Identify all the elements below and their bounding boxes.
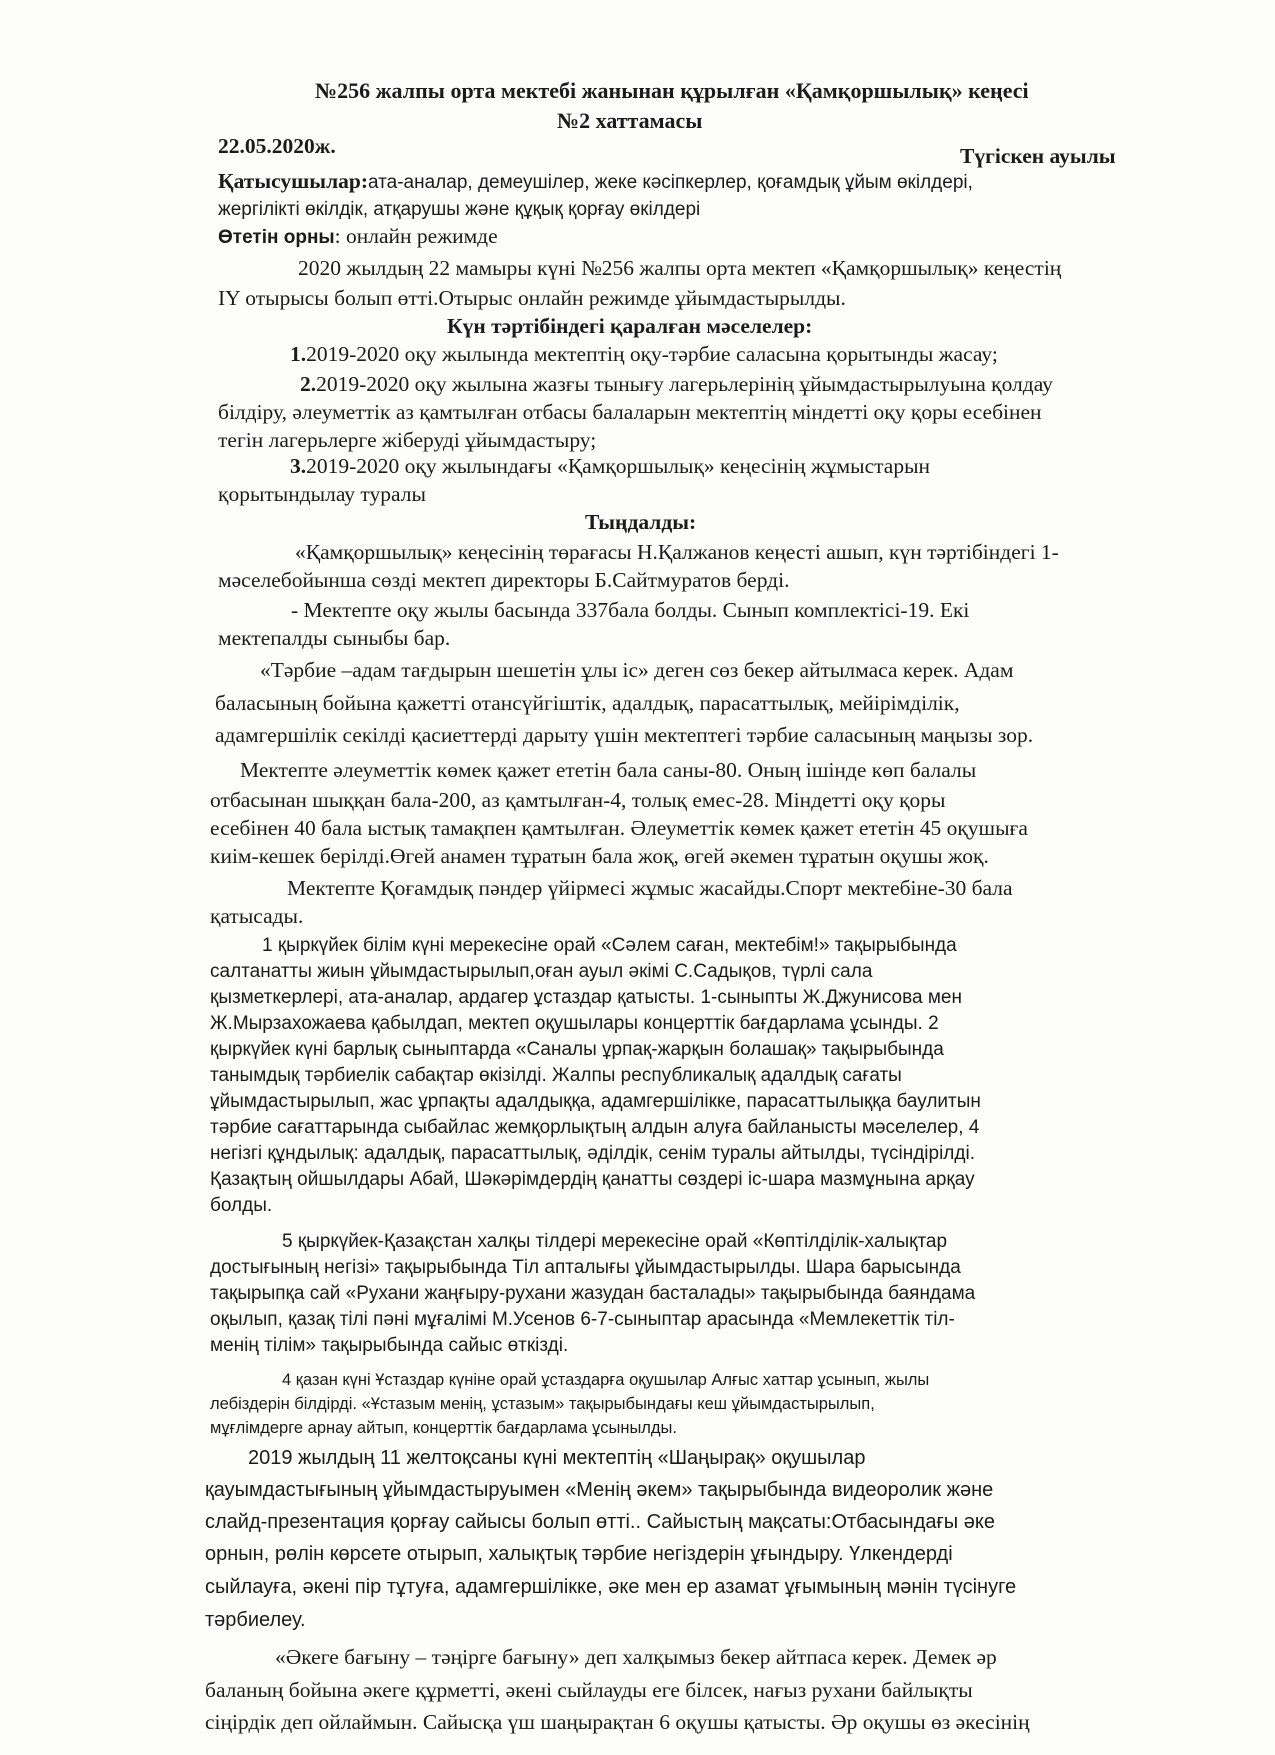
agenda-item-2 (300, 374, 1053, 396)
agenda-item-2-text: 2019-2020 оқу жылына жазғы тынығу лагерьлерінің ұйымдастырылуына қолдау (316, 372, 1053, 396)
paragraph-line: оқылып, қазақ тілі пәні мұғалімі М.Усенов 6-7-сыныптар арасында «Мемлекеттік тіл- (210, 1309, 955, 1330)
heard-heading: Тыңдалды: (585, 510, 697, 534)
paragraph-line: сыйлауға, әкені пір тұтуға, адамгершілікке, әке мен ер азамат ұғымының мәнін түсінуге (205, 1576, 1017, 1598)
agenda-item-1 (290, 344, 998, 366)
paragraph-line: танымдық тәрбиелік сабақтар өкізілді. Жалпы республикалық адалдық сағаты (210, 1065, 902, 1086)
paragraph-line: салтанатты жиын ұйымдастырылып,оған ауыл әкімі С.Садықов, түрлі сала (210, 961, 873, 982)
paragraph-line: тақырыпқа сай «Рухани жаңғыру-рухани жазудан басталады» тақырыбында баяндама (210, 1283, 976, 1304)
paragraph-line: ұйымдастырылып, жас ұрпақты адалдыққа, адамгершілікке, парасаттылыққа баулитын (210, 1091, 981, 1112)
paragraph-line: Мектепте әлеуметтік көмек қажет ететін бала саны-80. Оның ішінде көп балалы (240, 758, 977, 782)
participants-line-2: жергілікті өкілдік, атқарушы және құқық қорғау өкілдері (218, 199, 701, 220)
paragraph-line: тәрбие сағаттарында сыбайлас жемқорлықтың алдын алуға байланысты мәселелер, 4 (210, 1117, 980, 1138)
paragraph-line: 1 қыркүйек білім күні мерекесіне орай «Сәлем саған, мектебім!» тақырыбында (262, 935, 957, 956)
agenda-item-2-line-3: тегін лагерьлерге жіберуді ұйымдастыру; (218, 428, 597, 452)
agenda-item-3-number: 3. (290, 454, 307, 478)
paragraph-line: орнын, рөлін көрсете отырып, халықтық тәрбие негіздерін ұғындыру. Үлкендерді (205, 1543, 953, 1565)
agenda-item-2-number: 2. (300, 372, 317, 396)
paragraph-line: қауымдастығының ұйымдастыруымен «Менің әкем» тақырыбында видеоролик және (205, 1479, 994, 1501)
agenda-item-2-line-2: білдіру, әлеуметтік аз қамтылған отбасы балаларын мектептің міндетті оқу қоры есебінен (218, 400, 1042, 424)
participants-line-1 (218, 171, 973, 193)
agenda-heading: Күн тәртібіндегі қаралған мәселелер: (447, 314, 813, 338)
paragraph-line: «Тәрбие –адам тағдырын шешетін ұлы іс» деген сөз бекер айтылмаса керек. Адам (260, 658, 1014, 682)
paragraph-line: Ж.Мырзахожаева қабылдап, мектеп оқушылары концерттік бағдарлама ұсынды. 2 (210, 1013, 939, 1034)
paragraph-line: менің тілім» тақырыбында сайыс өткізді. (210, 1335, 569, 1356)
paragraph-line: мұғлімдерге арнау айтып, концерттік бағдарлама ұсынылды. (210, 1419, 678, 1437)
paragraph-line: мектепалды сыныбы бар. (218, 626, 451, 650)
agenda-item-3-line-2: қорытындылау туралы (218, 482, 426, 506)
paragraph-line: қатысады. (210, 904, 304, 928)
venue-line (218, 226, 498, 248)
paragraph-line: негізгі құндылық: адалдық, парасаттылық, әділдік, сенім туралы айтылды, түсіндірілді. (210, 1143, 975, 1164)
paragraph-line: отбасынан шыққан бала-200, аз қамтылған-4, толық емес-28. Міндетті оқу қоры (210, 788, 946, 812)
venue-label: Өтетін орны (218, 227, 335, 248)
paragraph-line: Мектепте Қоғамдық пәндер үйірмесі жұмыс жасайды.Спорт мектебіне-30 бала (287, 876, 1013, 900)
participants-text: ата-аналар, демеушілер, жеке кәсіпкерлер, қоғамдық ұйым өкілдері, (368, 172, 973, 193)
paragraph-line: мәселебойынша сөзді мектеп директоры Б.Сайтмуратов берді. (218, 568, 790, 592)
paragraph-line: тәрбиелеу. (205, 1609, 306, 1631)
paragraph-line: қызметкерлері, ата-аналар, ардагер ұстаздар қатысты. 1-сыныпты Ж.Джунисова мен (210, 987, 962, 1008)
paragraph-line: баласының бойына қажетті отансүйгіштік, адалдық, парасаттылық, мейірімділік, (215, 691, 960, 715)
document-date: 22.05.2020ж. (218, 134, 336, 158)
paragraph-line: - Мектепте оқу жылы басында 337бала болды. Сынып комплектісі-19. Екі (291, 598, 970, 622)
document-subtitle: №2 хаттамасы (557, 108, 703, 133)
agenda-item-1-number: 1. (290, 342, 307, 366)
intro-line-1: 2020 жылдың 22 мамыры күні №256 жалпы орта мектеп «Қамқоршылық» кеңестің (298, 256, 1062, 280)
paragraph-line: болды. (210, 1195, 273, 1216)
agenda-item-3 (290, 456, 930, 478)
agenda-item-3-text: 2019-2020 оқу жылындағы «Қамқоршылық» кеңесінің жұмыстарын (306, 454, 931, 478)
paragraph-line: 5 қыркүйек-Қазақстан халқы тілдері мерекесіне орай «Көптілділік-халықтар (282, 1231, 948, 1252)
paragraph-line: «Қамқоршылық» кеңесінің төрағасы Н.Қалжанов кеңесті ашып, күн тәртібіндегі 1- (295, 540, 1059, 564)
paragraph-line: есебінен 40 бала ыстық тамақпен қамтылған. Әлеуметтік көмек қажет ететін 45 оқушыға (210, 816, 1028, 840)
paragraph-line: лебіздерін білдірді. «Ұстазым менің, ұстазым» тақырыбындағы кеш ұйымдастырылып, (210, 1395, 875, 1413)
document-place: Түгіскен ауылы (960, 144, 1116, 168)
paragraph-line: қыркүйек күні барлық сыныптарда «Саналы ұрпақ-жарқын болашақ» тақырыбында (210, 1039, 944, 1060)
paragraph-line: 2019 жылдың 11 желтоқсаны күні мектептің «Шаңырақ» оқушылар (248, 1447, 866, 1469)
paragraph-line: киім-кешек берілді.Өгей анамен тұратын бала жоқ, өгей әкемен тұратын оқушы жоқ. (210, 844, 989, 868)
paragraph-line: Қазақтың ойшылдары Абай, Шәкәрімдердің қанатты сөздері іс-шара мазмұнына арқау (210, 1169, 975, 1190)
paragraph-line: достығының негізі» тақырыбында Тіл апталығы ұйымдастырылды. Шара барысында (210, 1257, 961, 1278)
paragraph-line: сіңірдік деп ойлаймын. Сайысқа үш шаңырақтан 6 оқушы қатысты. Әр оқушы өз әкесінің (205, 1710, 1030, 1734)
document-title: №256 жалпы орта мектебі жанынан құрылған «Қамқоршылық» кеңесі (315, 78, 1029, 103)
venue-text: : онлайн режимде (334, 224, 498, 248)
paragraph-line: 4 қазан күні Ұстаздар күніне орай ұстаздарға оқушылар Алғыс хаттар ұсынып, жылы (282, 1371, 930, 1389)
paragraph-line: адамгершілік секілді қасиеттерді дарыту үшін мектептегі тәрбие саласының маңызы зор. (215, 723, 1034, 747)
paragraph-line: «Әкеге бағыну – тәңірге бағыну» деп халқымыз бекер айтпаса керек. Демек әр (275, 1645, 997, 1669)
participants-label: Қатысушылар: (218, 169, 369, 193)
paragraph-line: слайд-презентация қорғау сайысы болып өтті.. Сайыстың мақсаты:Отбасындағы әке (205, 1511, 995, 1533)
intro-line-2: ІY отырысы болып өтті.Отырыс онлайн режимде ұйымдастырылды. (218, 286, 846, 310)
paragraph-line: баланың бойына әкеге құрметті, әкені сыйлауды еге білсек, нағыз рухани байлықты (205, 1678, 973, 1702)
agenda-item-1-text: 2019-2020 оқу жылында мектептің оқу-тәрбие саласына қорытынды жасау; (306, 342, 998, 366)
